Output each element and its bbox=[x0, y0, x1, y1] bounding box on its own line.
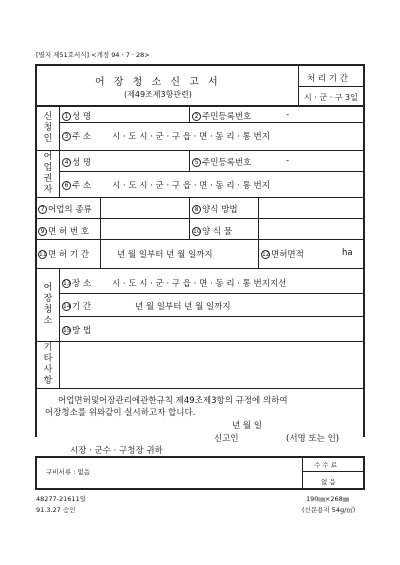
frame-top bbox=[35, 64, 365, 66]
cleaning-method-label: 15방 법 bbox=[63, 326, 92, 336]
paper-size: 190㎜×268㎜ bbox=[306, 495, 350, 503]
holder-address-label: 6 주 소 bbox=[62, 179, 91, 191]
attachments-label: 구비서류 : 없음 bbox=[46, 468, 90, 476]
processing-value: 시 · 군 · 구 3일 bbox=[304, 93, 358, 102]
declaration-line-2: 어장청소를 위와같이 실시하고자 합니다. bbox=[45, 408, 196, 418]
fee-value: 없 음 bbox=[321, 478, 336, 486]
cleaning-place-label: 13장 소 bbox=[63, 279, 92, 289]
license-number-label: 9 면 허 번 호 bbox=[38, 225, 89, 237]
holder-rrn-dash: - bbox=[286, 156, 290, 166]
other-section-label: 기 타 사 항 bbox=[43, 343, 53, 386]
culture-method-label: 8 양식 방법 bbox=[192, 203, 238, 215]
applicant-name-label: 1 성 명 bbox=[62, 110, 91, 122]
cleaning-period-value: 년 월 일부터 년 월 일까지 bbox=[135, 302, 231, 312]
applicant-rrn-dash: - bbox=[286, 110, 290, 120]
holder-rrn-label: 5 주민등록번호 bbox=[192, 156, 251, 168]
declaration-line-1: 어업면허및어장관리에관한규칙 제49조제3항의 규정에 의하여 bbox=[58, 396, 288, 406]
holder-address-value: 시 · 도 시 · 군 · 구 읍 · 면 · 동 리 · 통 번지 bbox=[112, 181, 270, 191]
processing-label: 처 리 기 간 bbox=[307, 74, 348, 84]
form-header: [별지 제51호서식] <개정 94 · 7 · 28> bbox=[36, 51, 150, 59]
applicant-address-value: 시 · 도 시 · 군 · 구 읍 · 면 · 동 리 · 통 번지 bbox=[112, 132, 270, 142]
cleaning-place-value: 시 · 도 시 · 군 · 구 읍 · 면 · 동 리 · 통 번지지선 bbox=[112, 279, 287, 289]
form-title: 어 장 청 소 신 고 서 bbox=[95, 77, 221, 88]
species-label: 10양 식 물 bbox=[193, 227, 233, 237]
license-area-label: 12면허면적 bbox=[262, 250, 304, 260]
recipient-label: 시장 · 군수 · 구청장 귀하 bbox=[70, 446, 163, 456]
form-code: 48277-21611일 bbox=[36, 495, 86, 503]
paper-type: (신문용지 54g/㎡) bbox=[302, 506, 356, 514]
cleaning-period-label: 14기 간 bbox=[63, 302, 92, 312]
fishery-type-label: 7 어업의 종류 bbox=[38, 203, 92, 215]
form-subtitle: (제49조제3항관련) bbox=[124, 90, 192, 99]
declaration-date: 년 월 일 bbox=[232, 421, 263, 431]
signature-label: (서명 또는 인) bbox=[286, 434, 340, 444]
license-area-unit: ha bbox=[342, 248, 353, 258]
fee-label: 수 수 료 bbox=[314, 461, 337, 469]
cleaning-section-label: 어 장 청 소 bbox=[43, 283, 53, 326]
rights-holder-section-label: 어 업 권 자 bbox=[43, 152, 53, 195]
holder-name-label: 4 성 명 bbox=[62, 156, 91, 168]
license-period-value: 년 월 일부터 년 월 일까지 bbox=[117, 250, 213, 260]
approval-date: 91.3.27 승인 bbox=[36, 506, 76, 514]
applicant-section-label: 신 청 인 bbox=[43, 111, 53, 144]
license-period-label: 11면 허 기 간 bbox=[39, 250, 89, 260]
reporter-label: 신고인 bbox=[214, 434, 239, 444]
applicant-rrn-label: 2 주민등록번호 bbox=[192, 110, 251, 122]
frame-right bbox=[363, 64, 365, 437]
applicant-address-label: 3 주 소 bbox=[62, 130, 91, 142]
